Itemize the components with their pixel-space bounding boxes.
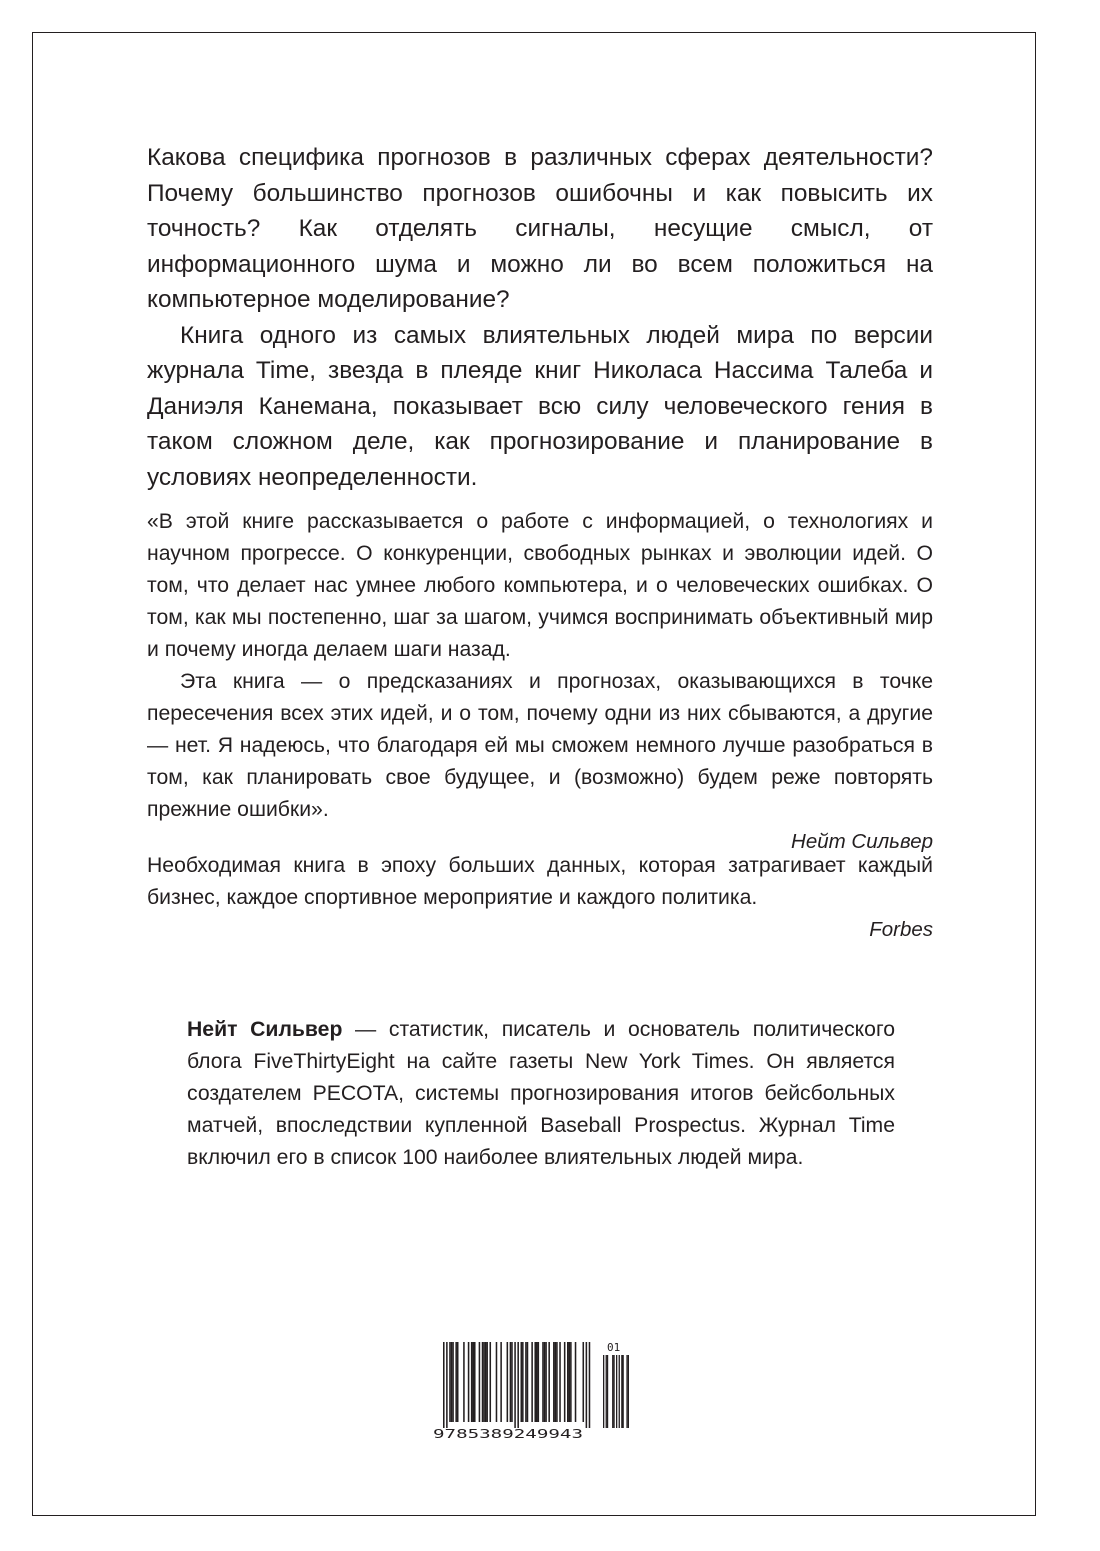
barcode-bar: [486, 1342, 488, 1422]
barcode-bar: [548, 1342, 550, 1422]
barcode-bar: [570, 1342, 572, 1422]
barcode-addon-bar: [606, 1355, 607, 1428]
barcode-bar: [567, 1342, 569, 1422]
review-text: Необходимая книга в эпоху больших данных, которая затрагивает каждый бизнес, каждое спортивное мероприятие и каждого политика.: [147, 854, 933, 909]
barcode-bar: [553, 1342, 555, 1422]
barcode-bar: [510, 1342, 512, 1422]
barcode-bar: [514, 1342, 516, 1428]
review-attribution: Forbes: [869, 918, 933, 941]
barcode-addon-bar: [621, 1355, 622, 1428]
barcode-bar: [455, 1342, 457, 1422]
barcode-bar: [517, 1342, 519, 1428]
barcode-bars: [443, 1342, 590, 1428]
barcode-bar: [586, 1342, 588, 1428]
barcode-addon-bar: [612, 1355, 613, 1428]
barcode-bar: [559, 1342, 561, 1422]
barcode-addon-bar: [628, 1355, 629, 1428]
barcode-bar: [555, 1342, 557, 1422]
barcode-bar: [451, 1342, 453, 1422]
barcode-bar: [534, 1342, 536, 1422]
barcode-number: 9785389249943: [433, 1426, 583, 1440]
barcode-bar: [483, 1342, 485, 1422]
barcode-bar: [542, 1342, 544, 1422]
barcode-bar: [589, 1342, 591, 1428]
barcode-bar: [531, 1342, 533, 1422]
barcode-bar: [457, 1342, 459, 1422]
quote-paragraph: Эта книга — о предсказаниях и прогнозах, оказывающихся в точке пересечения всех этих идей, и о том, почему одни из них сбываются, а другие — нет. Я надеюсь, что благодаря ей мы сможем немного лучше разобраться в том, как планировать свое будущее, и (возможно) будем реже повторять прежние ошибки».: [147, 670, 933, 821]
barcode-addon-bar: [613, 1355, 614, 1428]
barcode-bar: [500, 1342, 502, 1422]
barcode-bar: [525, 1342, 527, 1422]
barcode-bar: [482, 1342, 484, 1422]
annotation-paragraph: Книга одного из самых влиятельных людей мира по версии журнала Time, звезда в плеяде книг Николаса Нассима Талеба и Даниэля Канемана, показывает всю силу человеческого гения в таком сложном деле, как прогнозирование и планирование в условиях неопределенности.: [147, 321, 933, 491]
barcode-addon-bar: [603, 1355, 604, 1428]
barcode-bar: [527, 1342, 529, 1422]
annotation-paragraph: Какова специфика прогнозов в различных сферах деятельности? Почему большинство прогнозов ошибочны и как повысить их точность? Как отделять сигналы, несущие смысл, от информационного шума и можно ли во всем положиться на компьютерное моделирование?: [147, 144, 933, 313]
author-quote-block: [147, 506, 933, 858]
barcode-addon-bar: [619, 1355, 620, 1428]
barcode-bar: [449, 1342, 451, 1422]
barcode-addon-number: 01: [607, 1341, 621, 1354]
isbn-barcode: [425, 1340, 635, 1440]
barcode-bar: [544, 1342, 546, 1422]
barcode-bar: [522, 1342, 524, 1422]
barcode-bar: [479, 1342, 481, 1422]
barcode-addon-bar: [607, 1355, 608, 1428]
author-bio-text: — статистик, писатель и основатель политического блога FiveThirtyEight на сайте газеты New York Times. Он является создателем PECOTA, системы прогнозирования итогов бейсбольных матчей, впоследствии купленной Baseball Prospectus. Журнал Time включил его в список 100 наиболее влиятельных людей мира.: [187, 1018, 896, 1169]
author-bio: [187, 1014, 895, 1174]
barcode-bar: [511, 1342, 513, 1422]
barcode-addon-bar: [623, 1355, 624, 1428]
barcode-bar: [564, 1342, 566, 1422]
quote-attribution: Нейт Сильвер: [791, 830, 933, 853]
barcode-bar: [468, 1342, 470, 1422]
barcode-bar: [575, 1342, 577, 1422]
barcode-addon-bars: [603, 1355, 629, 1428]
barcode-bar: [538, 1342, 540, 1422]
barcode-bar: [485, 1342, 487, 1422]
barcode-bar: [536, 1342, 538, 1422]
barcode-addon-bar: [616, 1355, 617, 1428]
barcode-bar: [452, 1342, 454, 1422]
barcode-bar: [443, 1342, 445, 1428]
barcode-bar: [471, 1342, 473, 1422]
quote-paragraph: «В этой книге рассказывается о работе с информацией, о технологиях и научном прогрессе. О конкуренции, свободных рынках и эволюции идей. О том, что делает нас умнее любого компьютера, и о человеческих ошибках. О том, как мы постепенно, шаг за шагом, учимся воспринимать объективный мир и почему иногда делаем шаги назад.: [147, 510, 933, 661]
barcode-bar: [583, 1342, 585, 1422]
barcode-bar: [507, 1342, 509, 1422]
barcode-bar: [521, 1342, 523, 1422]
barcode-addon-bar: [626, 1355, 627, 1428]
review-block: [147, 850, 933, 946]
barcode-bar: [472, 1342, 474, 1422]
barcode-bar: [446, 1342, 448, 1428]
barcode-bar: [463, 1342, 465, 1422]
barcode-bar: [556, 1342, 558, 1422]
author-name: Нейт Сильвер: [187, 1018, 343, 1041]
barcode-bar: [569, 1342, 571, 1422]
annotation-block: [147, 140, 933, 495]
barcode-bar: [490, 1342, 492, 1422]
barcode-bar: [545, 1342, 547, 1422]
barcode-bar: [496, 1342, 498, 1422]
barcode-bar: [474, 1342, 476, 1422]
